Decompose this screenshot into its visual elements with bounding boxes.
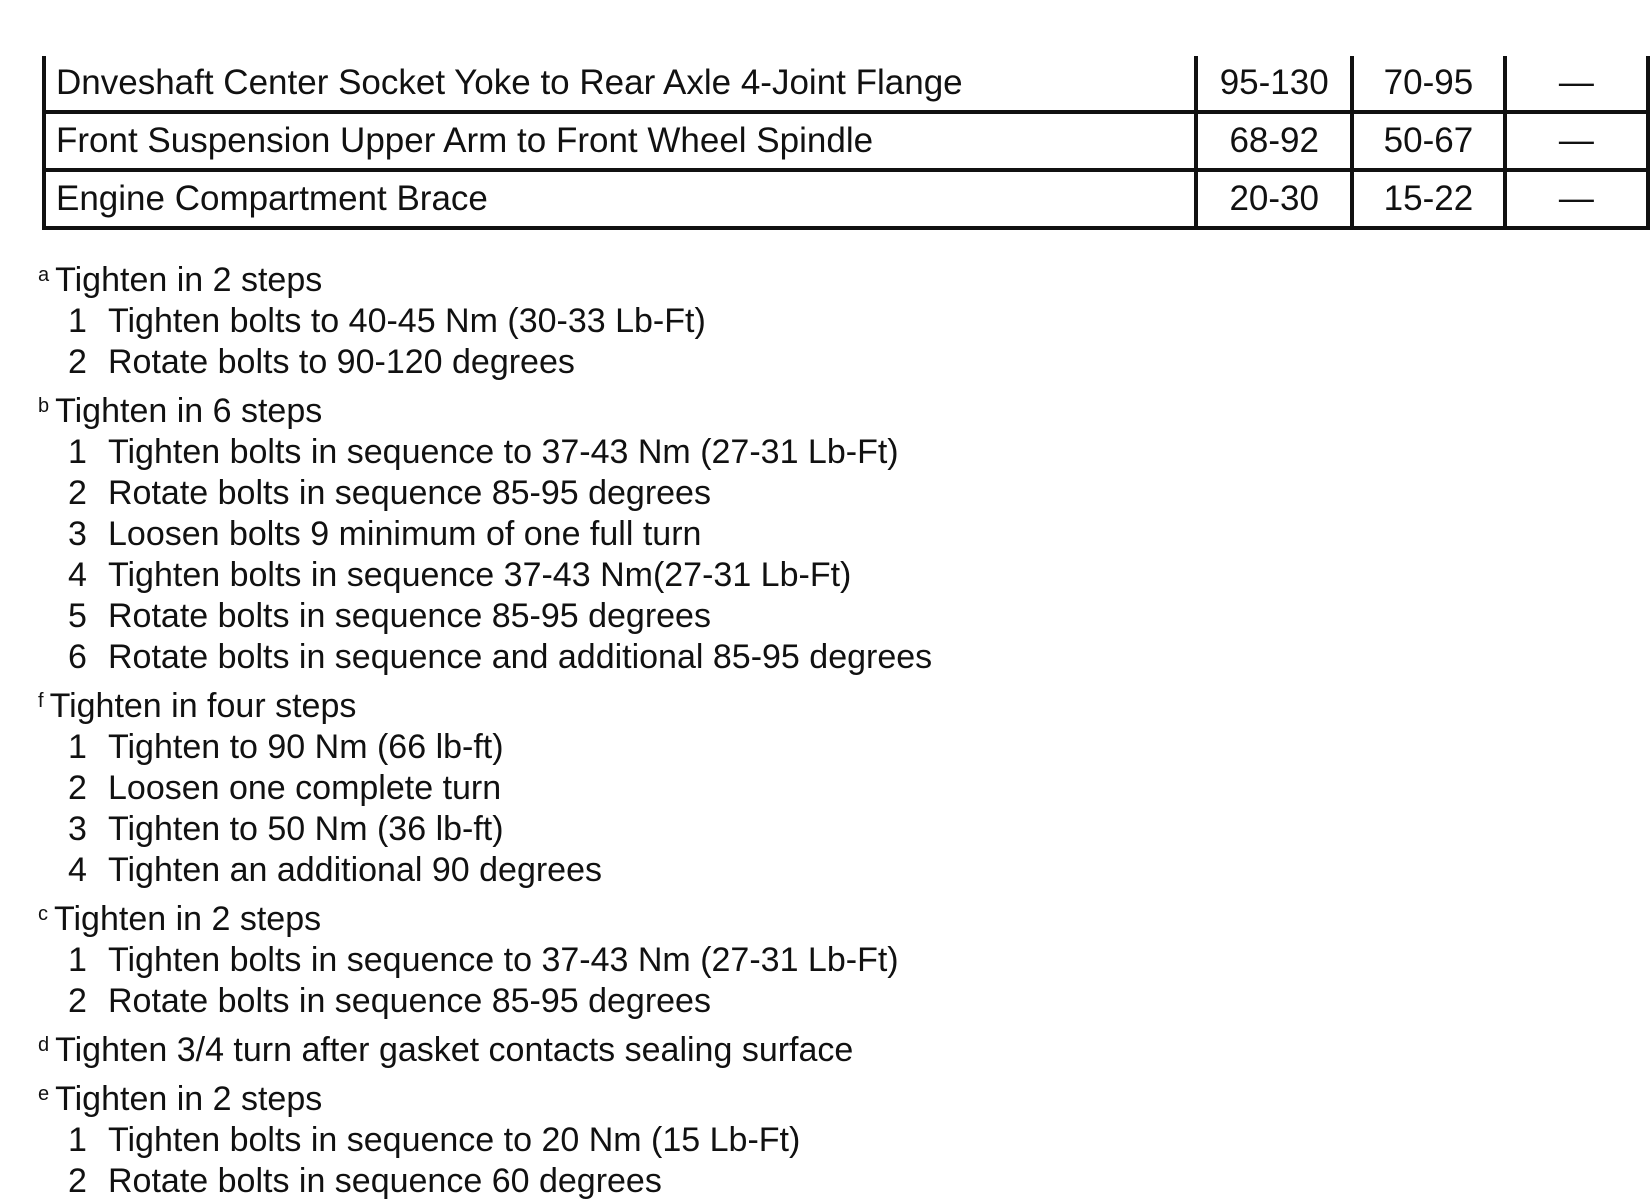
torque-nm-cell: 20-30	[1196, 170, 1352, 228]
step-text: Tighten bolts to 40-45 Nm (30-33 Lb-Ft)	[108, 302, 706, 340]
step-text: Tighten to 50 Nm (36 lb-ft)	[108, 810, 504, 848]
step-number: 3	[68, 810, 87, 848]
torque-lbft-cell: 70-95	[1352, 56, 1504, 112]
fastener-description-cell: Dnveshaft Center Socket Yoke to Rear Axle 4-Joint Flange	[44, 56, 1196, 112]
torque-spec-table	[42, 56, 1650, 230]
step-text: Rotate bolts in sequence 85-95 degrees	[108, 474, 711, 512]
note-step	[38, 473, 932, 514]
step-number: 2	[68, 474, 87, 512]
step-number: 2	[68, 343, 87, 381]
note-heading	[38, 1025, 932, 1071]
note-heading	[38, 386, 932, 432]
torque-lbin-cell: —	[1505, 56, 1648, 112]
step-number: 1	[68, 728, 87, 766]
step-number: 1	[68, 941, 87, 979]
torque-nm-cell: 68-92	[1196, 112, 1352, 170]
note-step	[38, 1120, 932, 1161]
footnote-marker: d	[38, 1034, 50, 1056]
step-number: 2	[68, 1162, 87, 1200]
step-text: Rotate bolts in sequence 85-95 degrees	[108, 982, 711, 1020]
tightening-notes	[38, 252, 932, 1202]
step-number: 2	[68, 769, 87, 807]
footnote-marker: e	[38, 1083, 50, 1105]
step-number: 4	[68, 851, 87, 889]
footnote-marker: a	[38, 264, 50, 286]
note-heading-text: Tighten in 2 steps	[55, 1080, 323, 1118]
step-number: 1	[68, 1121, 87, 1159]
step-number: 5	[68, 597, 87, 635]
step-number: 4	[68, 556, 87, 594]
step-number: 6	[68, 638, 87, 676]
step-text: Loosen bolts 9 minimum of one full turn	[108, 515, 702, 553]
note-heading-text: Tighten in 6 steps	[55, 392, 323, 430]
torque-lbft-cell: 15-22	[1352, 170, 1504, 228]
step-number: 1	[68, 433, 87, 471]
note-step	[38, 432, 932, 473]
step-text: Tighten bolts in sequence to 20 Nm (15 Lb-Ft)	[108, 1121, 801, 1159]
step-text: Tighten an additional 90 degrees	[108, 851, 602, 889]
note-step	[38, 981, 932, 1022]
torque-lbft-cell: 50-67	[1352, 112, 1504, 170]
table-row	[44, 170, 1648, 228]
fastener-description-cell: Engine Compartment Brace	[44, 170, 1196, 228]
note-heading	[38, 894, 932, 940]
step-number: 3	[68, 515, 87, 553]
step-text: Tighten to 90 Nm (66 lb-ft)	[108, 728, 504, 766]
note-step	[38, 637, 932, 678]
torque-lbin-cell: —	[1505, 112, 1648, 170]
torque-lbin-cell: —	[1505, 170, 1648, 228]
note-step	[38, 727, 932, 768]
note-step	[38, 596, 932, 637]
step-text: Tighten bolts in sequence 37-43 Nm(27-31 Lb-Ft)	[108, 556, 852, 594]
note-step	[38, 809, 932, 850]
step-text: Rotate bolts to 90-120 degrees	[108, 343, 575, 381]
step-text: Rotate bolts in sequence and additional 85-95 degrees	[108, 638, 933, 676]
torque-spec-table-body	[44, 56, 1648, 228]
step-text: Tighten bolts in sequence to 37-43 Nm (27-31 Lb-Ft)	[108, 941, 899, 979]
note-heading-text: Tighten in 2 steps	[55, 261, 323, 299]
step-text: Tighten bolts in sequence to 37-43 Nm (27-31 Lb-Ft)	[108, 433, 899, 471]
note-heading-text: Tighten 3/4 turn after gasket contacts sealing surface	[55, 1031, 854, 1069]
note-step	[38, 555, 932, 596]
step-number: 1	[68, 302, 87, 340]
note-step	[38, 850, 932, 891]
table-row	[44, 56, 1648, 112]
note-heading	[38, 255, 932, 301]
note-heading-text: Tighten in 2 steps	[54, 900, 322, 938]
table-row	[44, 112, 1648, 170]
note-heading-text: Tighten in four steps	[49, 687, 357, 725]
note-heading	[38, 1074, 932, 1120]
step-text: Rotate bolts in sequence 60 degrees	[108, 1162, 662, 1200]
footnote-marker: c	[38, 903, 48, 925]
step-text: Loosen one complete turn	[108, 769, 502, 807]
step-text: Rotate bolts in sequence 85-95 degrees	[108, 597, 711, 635]
note-step	[38, 940, 932, 981]
note-step	[38, 514, 932, 555]
note-step	[38, 768, 932, 809]
note-step	[38, 342, 932, 383]
note-heading	[38, 681, 932, 727]
footnote-marker: b	[38, 395, 50, 417]
fastener-description-cell: Front Suspension Upper Arm to Front Wheel Spindle	[44, 112, 1196, 170]
torque-nm-cell: 95-130	[1196, 56, 1352, 112]
footnote-marker: f	[38, 690, 44, 712]
note-step	[38, 301, 932, 342]
step-number: 2	[68, 982, 87, 1020]
